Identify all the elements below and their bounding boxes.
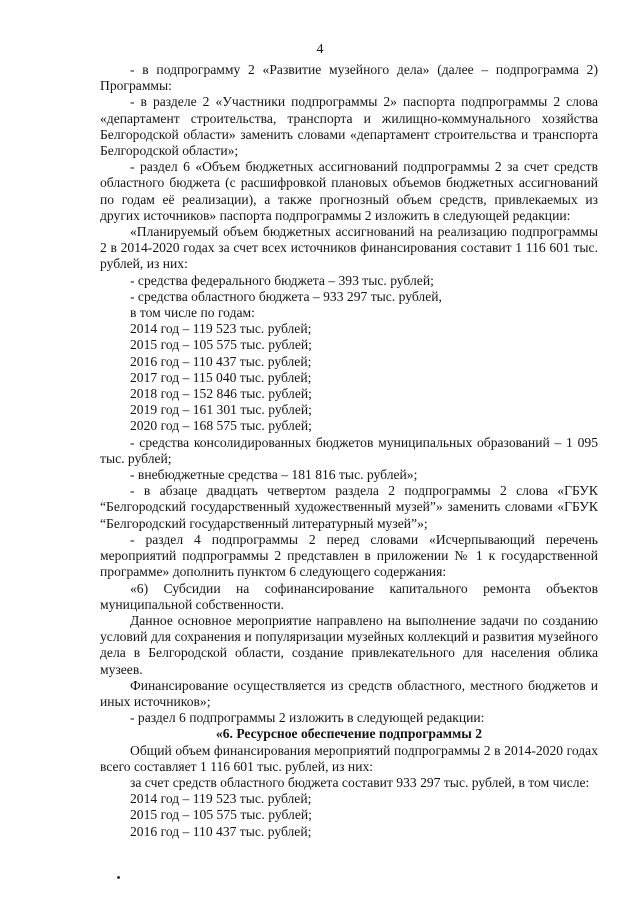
list-item: - средства областного бюджета – 933 297 тыс. рублей, [130, 288, 442, 304]
paragraph: - в абзаце двадцать четвертом раздела 2 подпрограммы 2 слова «ГБУК “Белгородский государственный художественный музей”» заменить словами «ГБУК “Белгородский государственный литературный музей”»; [100, 483, 598, 531]
year-line: 2018 год – 152 846 тыс. рублей; [130, 386, 312, 402]
document-body [100, 62, 598, 840]
list-item: в том числе по годам: [130, 305, 255, 321]
paragraph: - в разделе 2 «Участники подпрограммы 2» паспорта подпрограммы 2 слова «департамент строительства, транспорта и жилищно-коммунального хозяйства Белгородской области» заменить словами «департамент строительства и транспорта Белгородской области»; [100, 94, 598, 159]
year-line: 2020 год – 168 575 тыс. рублей; [130, 418, 312, 434]
year-line: 2017 год – 115 040 тыс. рублей; [130, 369, 312, 385]
page-number: 4 [316, 42, 324, 57]
list-item: - раздел 6 подпрограммы 2 изложить в следующей редакции: [130, 710, 485, 726]
paragraph: «6) Субсидии на софинансирование капитального ремонта объектов муниципальной собственности. [100, 580, 598, 612]
paragraph: «Планируемый объем бюджетных ассигнований на реализацию подпрограммы 2 в 2014-2020 годах за счет всех источников финансирования составит 1 116 601 тыс. рублей, из них: [100, 224, 598, 272]
paragraph: за счет средств областного бюджета составит 933 297 тыс. рублей, в том числе: [130, 774, 590, 790]
paragraph: - средства консолидированных бюджетов муниципальных образований – 1 095 тыс. рублей; [100, 434, 598, 466]
list-item: - внебюджетные средства – 181 816 тыс. рублей»; [130, 467, 418, 483]
year-line: 2016 год – 110 437 тыс. рублей; [130, 823, 312, 839]
year-line: 2016 год – 110 437 тыс. рублей; [130, 353, 312, 369]
year-line: 2014 год – 119 523 тыс. рублей; [130, 791, 312, 807]
year-line: 2014 год – 119 523 тыс. рублей; [130, 321, 312, 337]
paragraph: - в подпрограмму 2 «Развитие музейного дела» (далее – подпрограмма 2) Программы: [100, 62, 598, 94]
paragraph: Финансирование осуществляется из средств областного, местного бюджетов и иных источников»; [100, 677, 598, 709]
paragraph: Данное основное мероприятие направлено на выполнение задачи по созданию условий для сохранения и популяризации музейных коллекций и развития музейного дела в Белгородской области, создание привлекательного для населения облика музеев. [100, 612, 598, 677]
paragraph: - раздел 4 подпрограммы 2 перед словами «Исчерпывающий перечень мероприятий подпрограммы 2 представлен в приложении № 1 к государственной программе» дополнить пунктом 6 следующего содержания: [100, 531, 598, 580]
list-item: - средства федерального бюджета – 393 тыс. рублей; [130, 272, 434, 288]
paragraph: Общий объем финансирования мероприятий подпрограммы 2 в 2014-2020 годах всего составляет 1 116 601 тыс. рублей, из них: [100, 742, 598, 774]
paragraph: - раздел 6 «Объем бюджетных ассигнований подпрограммы 2 за счет средств областного бюджета (с расшифровкой плановых объемов бюджетных ассигнований по годам её реализации), а также прогнозный объем средств, привлекаемых из других источников» паспорта подпрограммы 2 изложить в следующей редакции: [100, 159, 598, 223]
year-line: 2015 год – 105 575 тыс. рублей; [130, 807, 312, 823]
year-line: 2019 год – 161 301 тыс. рублей; [130, 402, 312, 418]
section-heading: «6. Ресурсное обеспечение подпрограммы 2 [215, 726, 483, 742]
year-line: 2015 год – 105 575 тыс. рублей; [130, 337, 312, 353]
scan-speck [117, 876, 120, 879]
